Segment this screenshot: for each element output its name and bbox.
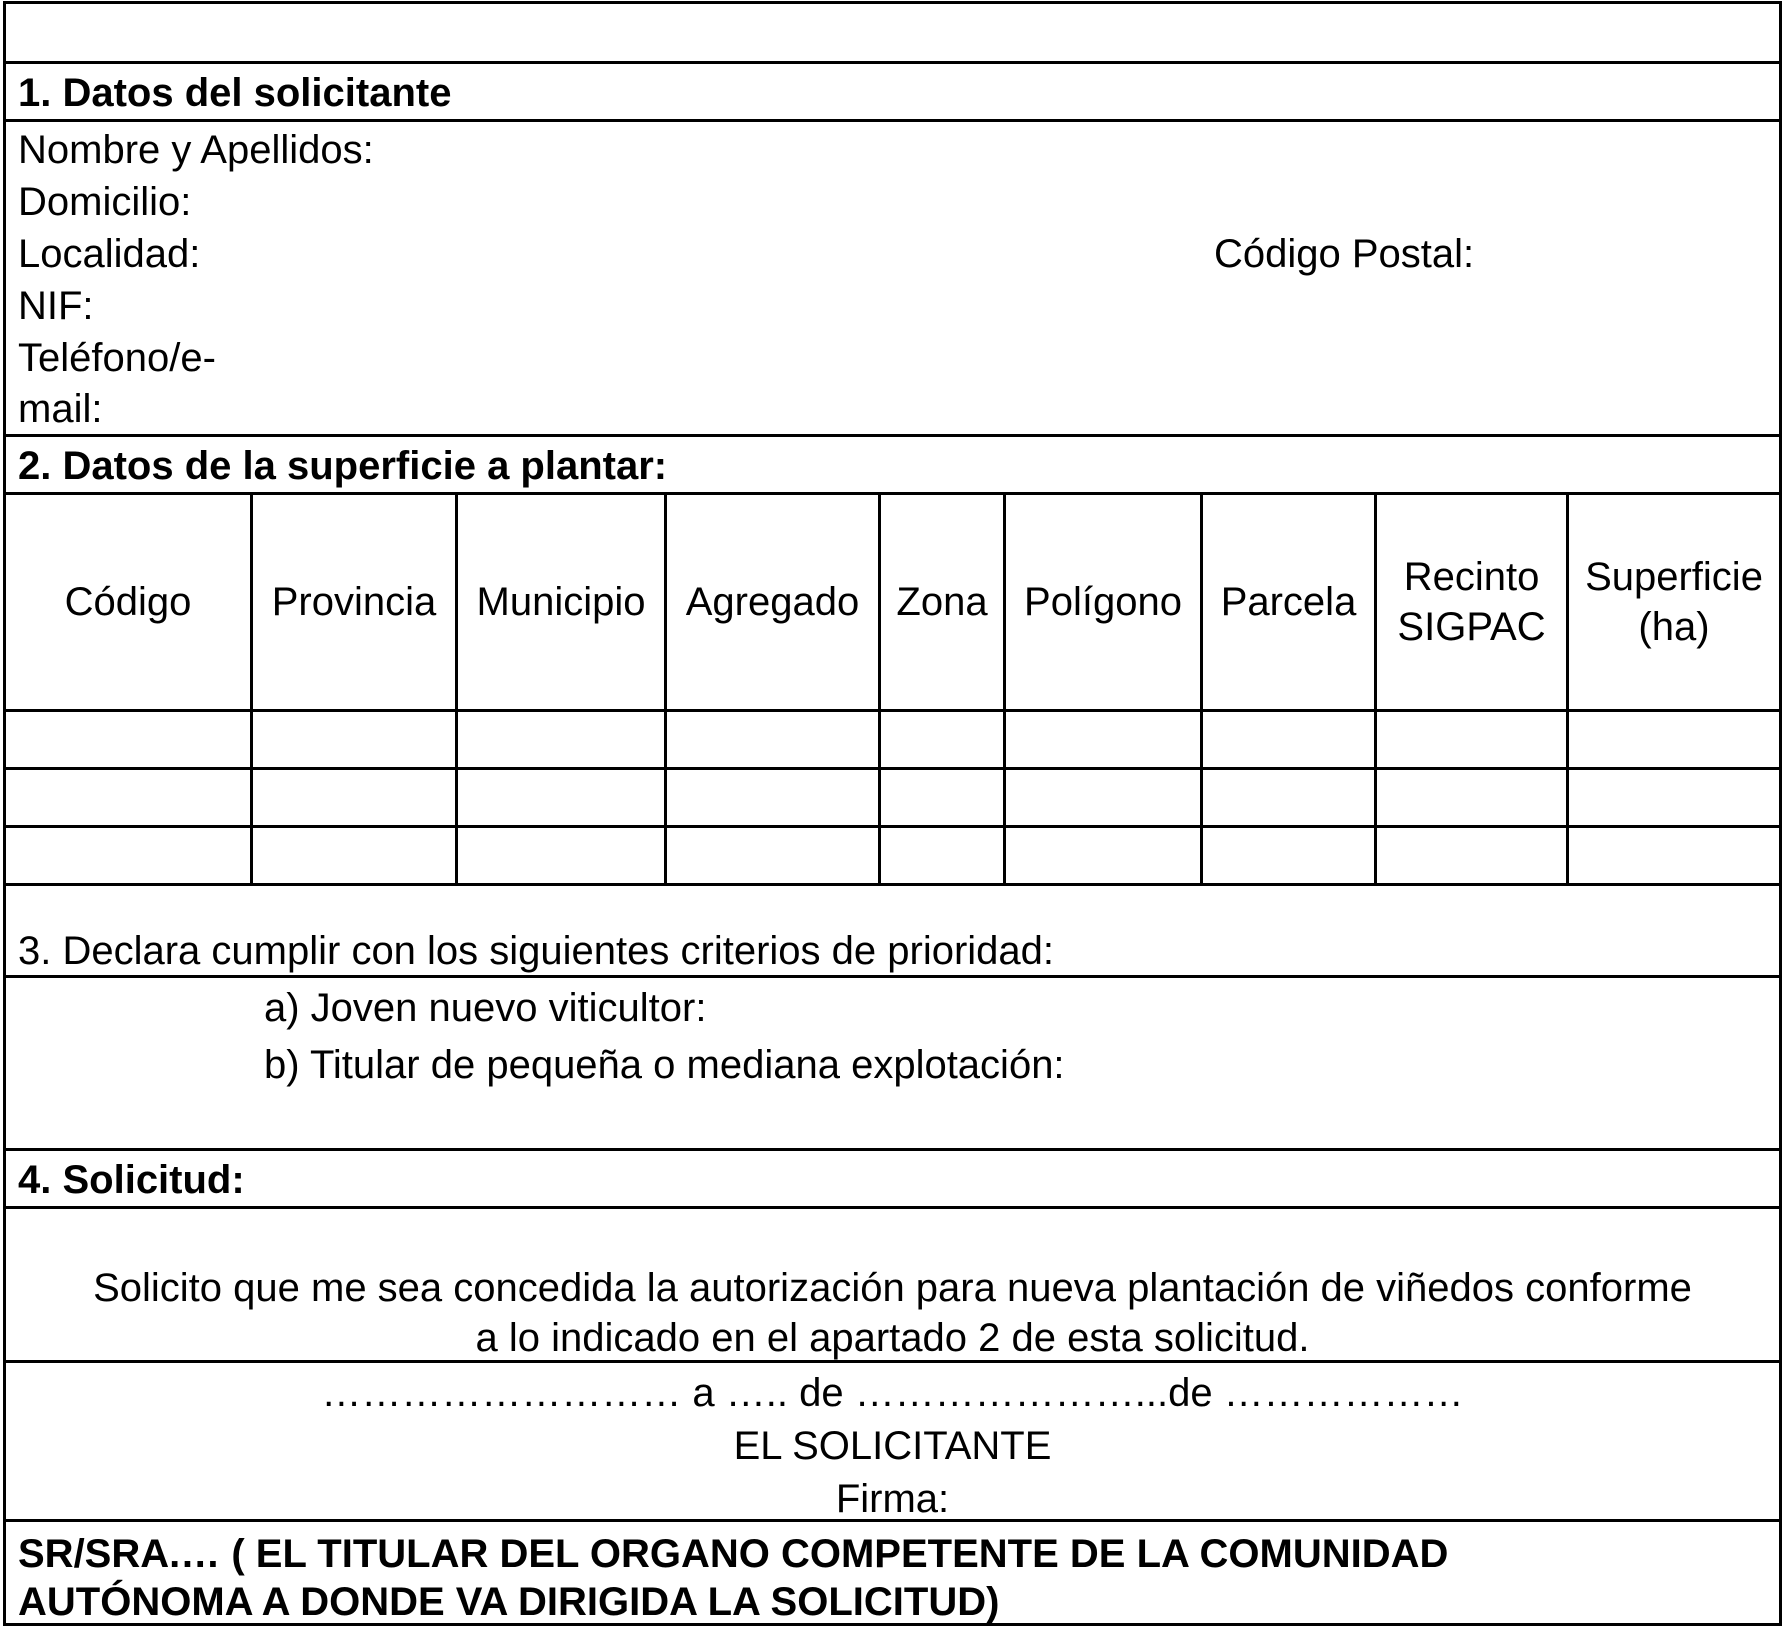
section3-title: 3. Declara cumplir con los siguientes criterios de prioridad: [18, 929, 1055, 973]
divider [6, 61, 1779, 64]
telefono-label-line1: Teléfono/e- [18, 336, 216, 380]
domicilio-label: Domicilio: [18, 180, 192, 224]
column-header-zona: Zona [896, 580, 988, 624]
nif-label: NIF: [18, 284, 94, 328]
divider [6, 119, 1779, 122]
column-header-municipio: Municipio [476, 580, 646, 624]
column-header-poligono: Polígono [1024, 580, 1182, 624]
section4-title: 4. Solicitud: [18, 1158, 245, 1202]
request-text-line1: Solicito que me sea concedida la autorización para nueva plantación de viñedos conforme [93, 1266, 1692, 1310]
column-header-agregado: Agregado [685, 580, 860, 624]
column-header-codigo: Código [64, 580, 192, 624]
request-text-line2: a lo indicado en el apartado 2 de esta solicitud. [475, 1316, 1310, 1360]
column-header-provincia: Provincia [271, 580, 437, 624]
criterion-b: b) Titular de pequeña o mediana explotación: [264, 1043, 1065, 1087]
telefono-label-line2: mail: [18, 387, 103, 431]
nombre-label: Nombre y Apellidos: [18, 128, 374, 172]
table-row[interactable] [6, 770, 1779, 825]
section2-title: 2. Datos de la superficie a plantar: [18, 444, 668, 488]
application-form [3, 1, 1782, 1626]
localidad-label: Localidad: [18, 232, 201, 276]
codigo-postal-label: Código Postal: [1214, 232, 1475, 276]
section1-title: 1. Datos del solicitante [18, 71, 452, 115]
date-line: ……………………… a ….. de …………………...de ……………… [321, 1371, 1464, 1415]
criterion-a: a) Joven nuevo viticultor: [264, 986, 707, 1030]
addressee-line2: AUTÓNOMA A DONDE VA DIRIGIDA LA SOLICITUD) [18, 1580, 1000, 1624]
divider [6, 883, 1779, 886]
divider [6, 1148, 1779, 1151]
column-header-parcela: Parcela [1220, 580, 1357, 624]
signature-label: Firma: [835, 1477, 950, 1521]
column-header-superficie: Superficie (ha) [1585, 555, 1763, 649]
column-header-recinto-sigpac: Recinto SIGPAC [1397, 555, 1546, 649]
divider [6, 1206, 1779, 1209]
addressee-line1: SR/SRA.… ( EL TITULAR DEL ORGANO COMPETENTE DE LA COMUNIDAD [18, 1532, 1449, 1576]
divider [6, 434, 1779, 437]
table-row[interactable] [6, 712, 1779, 767]
applicant-label: EL SOLICITANTE [733, 1424, 1052, 1468]
table-row[interactable] [6, 828, 1779, 883]
divider [6, 975, 1779, 978]
